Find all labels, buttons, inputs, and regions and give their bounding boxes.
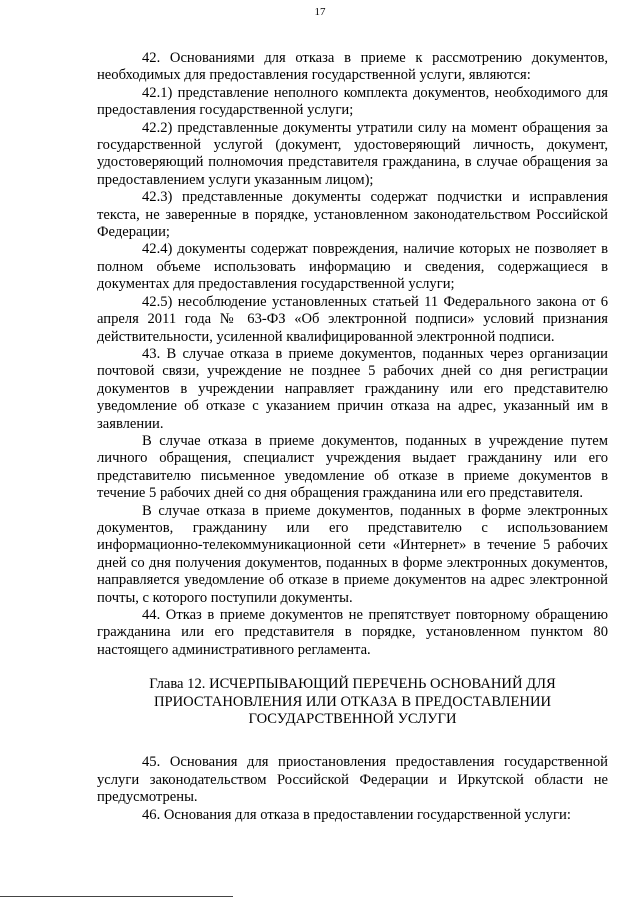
document-body <box>97 50 608 824</box>
paragraph-43: 43. В случае отказа в приеме документов, поданных через организации почтовой связи, учреждение не позднее 5 рабочих дней со дня регистрации документов в учреждении направляет гражданину или его представителю уведомление об отказе с указанием причин отказа на адрес, указанный им в заявлении. <box>97 345 608 432</box>
paragraph-42-1: 42.1) представление неполного комплекта документов, необходимого для предоставления государственной услуги; <box>97 84 608 119</box>
paragraph-42-5: 42.5) несоблюдение установленных статьей 11 Федерального закона от 6 апреля 2011 года № 63-ФЗ «Об электронной подписи» условий признания действительности, усиленной квалифицированной электронной подписи. <box>97 293 608 345</box>
paragraph-45: 45. Основания для приостановления предоставления государственной услуги законодательством Российской Федерации и Иркутской области не предусмотрены. <box>97 754 608 806</box>
paragraph-42-4: 42.4) документы содержат повреждения, наличие которых не позволяет в полном объеме использовать информацию и сведения, содержащиеся в документах для предоставления государственной услуги; <box>97 241 608 293</box>
paragraph-42-3: 42.3) представленные документы содержат подчистки и исправления текста, не заверенные в порядке, установленном законодательством Российской Федерации; <box>97 189 608 241</box>
page-number: 17 <box>314 6 326 18</box>
paragraph-42-2: 42.2) представленные документы утратили силу на момент обращения за государственной услугой (документ, удостоверяющий личность, документ, удостоверяющий полномочия представителя гражданина, в случае обращения за предоставлением услуги указанным лицом); <box>97 119 608 188</box>
chapter-heading: Глава 12. ИСЧЕРПЫВАЮЩИЙ ПЕРЕЧЕНЬ ОСНОВАНИЙ ДЛЯ ПРИОСТАНОВЛЕНИЯ ИЛИ ОТКАЗА В ПРЕДОСТАВЛЕНИИ ГОСУДАРСТВЕННОЙ УСЛУГИ <box>149 676 556 728</box>
paragraph-43-personal: В случае отказа в приеме документов, поданных в учреждение путем личного обращения, специалист учреждения выдает гражданину или его представителю письменное уведомление об отказе в приеме документов в течение 5 рабочих дней со дня обращения гражданина или его представителя. <box>97 432 608 502</box>
paragraph-43-electronic: В случае отказа в приеме документов, поданных в форме электронных документов, гражданину или его представителю с использованием информационно-телекоммуникационной сети «Интернет» в течение 5 рабочих дней со дня получения документов, поданных в форме электронных документов, направляется уведомление об отказе в приеме документов на адрес электронной почты, с которого поступили документы. <box>97 502 608 606</box>
paragraph-44: 44. Отказ в приеме документов не препятствует повторному обращению гражданина или его представителя в порядке, установленном пунктом 80 настоящего административного регламента. <box>97 607 608 658</box>
paragraph-42: 42. Основаниями для отказа в приеме к рассмотрению документов, необходимых для предоставления государственной услуги, являются: <box>97 50 608 84</box>
footer-rule <box>0 896 233 897</box>
paragraph-46: 46. Основания для отказа в предоставлении государственной услуги: <box>142 806 571 823</box>
